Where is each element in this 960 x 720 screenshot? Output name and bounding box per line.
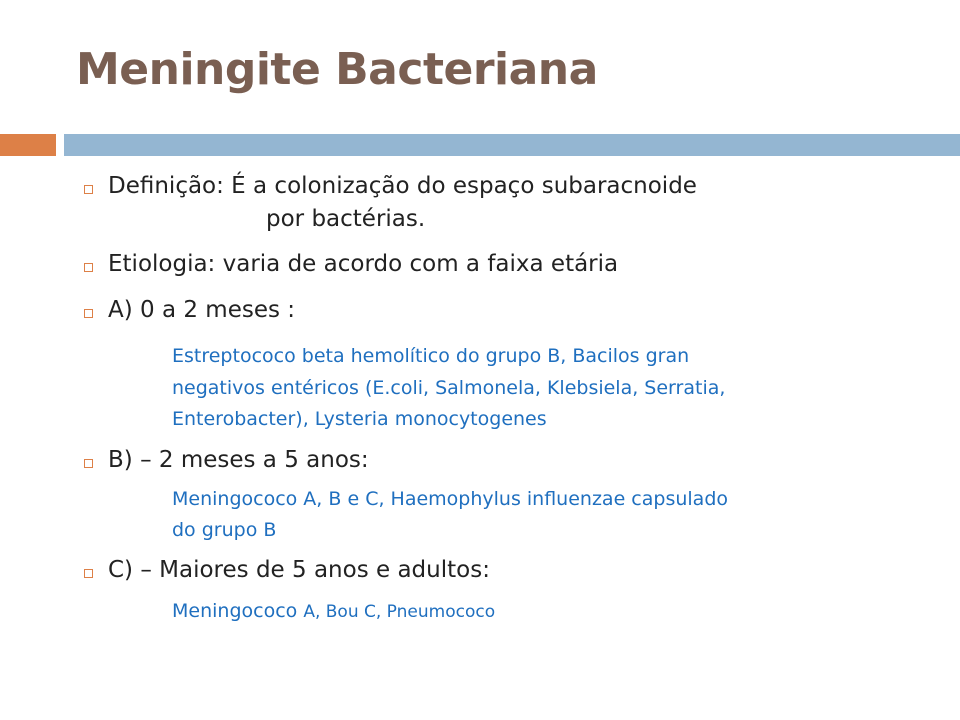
square-bullet-icon [84, 459, 93, 468]
square-bullet-icon [84, 309, 93, 318]
bullet-group-a: A) 0 a 2 meses : [108, 297, 296, 323]
square-bullet-icon [84, 569, 93, 578]
group-c-detail-line [172, 600, 495, 622]
group-a-detail-line: Enterobacter), Lysteria monocytogenes [172, 408, 547, 430]
accent-bar [0, 134, 56, 156]
group-a-detail-line: Estreptococo beta hemolítico do grupo B, Bacilos gran [172, 345, 690, 367]
slide-title: Meningite Bacteriana [76, 44, 598, 95]
group-c-detail-rest: A, Bou C, Pneumococo [303, 602, 496, 622]
bullet-definicao: Definição: É a colonização do espaço subaracnoide [108, 173, 697, 199]
group-b-detail-line: Meningococo A, B e C, Haemophylus influenzae capsulado [172, 488, 729, 510]
group-b-detail-line: do grupo B [172, 519, 277, 541]
square-bullet-icon [84, 263, 93, 272]
group-c-detail-main: Meningococo [172, 600, 298, 622]
title-underline-bar [64, 134, 960, 156]
bullet-etiologia: Etiologia: varia de acordo com a faixa etária [108, 251, 619, 277]
bullet-group-b: B) – 2 meses a 5 anos: [108, 447, 369, 473]
bullet-definicao-cont: por bactérias. [266, 206, 426, 232]
group-a-detail-line: negativos entéricos (E.coli, Salmonela, Klebsiela, Serratia, [172, 377, 726, 399]
bullet-group-c: C) – Maiores de 5 anos e adultos: [108, 557, 490, 583]
square-bullet-icon [84, 185, 93, 194]
